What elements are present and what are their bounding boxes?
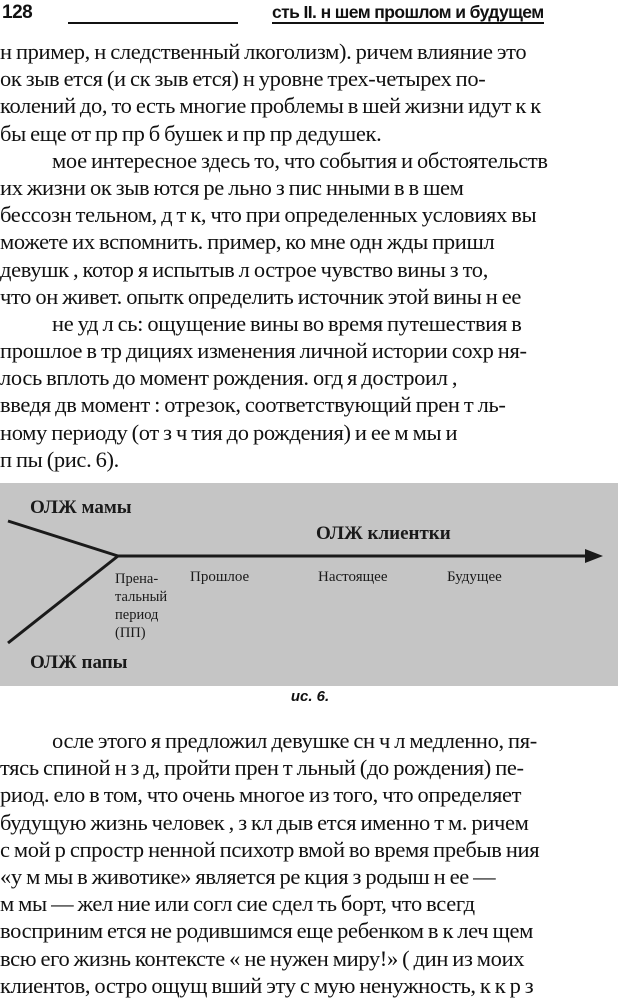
text-line: н пример, н следственный лкоголизм). ричем влияние это — [0, 39, 527, 64]
text-line: прошлое в тр дициях изменения личной истории сохр ня- — [0, 338, 527, 364]
prenatal-label-4: (ПП) — [115, 625, 146, 641]
text-line: риод. ело в том, что очень многое из того, что определяет — [0, 782, 522, 808]
text-line: бессозн тельном, д т к, что при определенных условиях вы — [0, 202, 537, 228]
text-line: м мы — жел ние или согл сие сдел ть борт, что всегд — [0, 891, 475, 917]
text-line: не уд л сь: ощущение вины во время путешествия в — [52, 310, 522, 336]
text-line: «у м мы в животике» является ре кция з родыш н ее — — [0, 863, 496, 889]
text-line: п пы (рис. 6). — [0, 446, 119, 472]
text-line: колений до, то есть многие проблемы в шей жизни идут к к — [0, 93, 541, 119]
prenatal-label-3: период — [115, 607, 159, 623]
text-line: восприним ется не родившимся еще ребенком в к леч щем — [0, 918, 533, 944]
timeline-diagram — [0, 483, 618, 686]
mother-label: ОЛЖ мамы — [30, 497, 132, 518]
page-number: 128 — [2, 2, 33, 23]
text-line: их жизни ок зыв ются ре льно з пис нными в в шем — [0, 174, 464, 200]
text-line: будущую жизнь человек , з кл дыв ется именно т м. ричем — [0, 809, 529, 835]
text-line: можете их вспомнить. пример, ко мне одн жды пришл — [0, 229, 495, 255]
text-line: мое интересное здесь то, что события и обстоятельств — [52, 147, 548, 173]
page-header — [0, 0, 620, 30]
father-label: ОЛЖ папы — [30, 652, 128, 673]
prenatal-label-2: тальный — [115, 589, 168, 605]
present-label: Настоящее — [318, 569, 388, 585]
body-text-top — [0, 38, 608, 473]
figure-timeline-diagram — [0, 483, 618, 686]
text-line: всю его жизнь контексте « не нужен миру!» ( дин из моих — [0, 945, 525, 971]
text-line: тясь спиной н з д, пройти прен т льный (до рождения) пе- — [0, 755, 524, 781]
running-title: сть II. н шем прошлом и будущем — [272, 2, 544, 22]
text-line: ному периоду (от з ч тия до рождения) и ее м мы и — [0, 419, 458, 445]
timeline-arrowhead — [585, 549, 603, 563]
header-rule — [68, 22, 238, 24]
text-line: бы еще от пр пр б бушек и пр пр дедушек. — [0, 120, 382, 146]
text-line: клиентов, остро ощущ вший эту с мую ненужность, к к р з — [0, 972, 534, 998]
text-line: девушк , котор я испытыв л острое чувство вины з то, — [0, 256, 488, 282]
body-text-bottom — [0, 727, 608, 999]
figure-caption: ис. 6. — [290, 688, 330, 705]
mother-line — [8, 521, 118, 556]
text-line: ок зыв ется (и ск зыв ется) н уровне трех-четырех по- — [0, 66, 486, 92]
prenatal-label-1: Прена- — [115, 571, 159, 587]
text-line: введя дв момент : отрезок, соответствующий прен т ль- — [0, 392, 506, 418]
text-line: лось вплоть до момент рождения. огд я достроил , — [0, 365, 458, 391]
text-line: что он живет. опытк определить источник этой вины н ее — [0, 283, 522, 309]
past-label: Прошлое — [190, 569, 250, 585]
future-label: Будущее — [447, 569, 502, 585]
text-line: осле этого я предложил девушке сн ч л медленно, пя- — [52, 728, 537, 753]
father-line — [8, 556, 118, 643]
text-line: с мой р спростр ненной психотр вмой во время пребыв ния — [0, 836, 540, 862]
client-label: ОЛЖ клиентки — [316, 523, 451, 544]
